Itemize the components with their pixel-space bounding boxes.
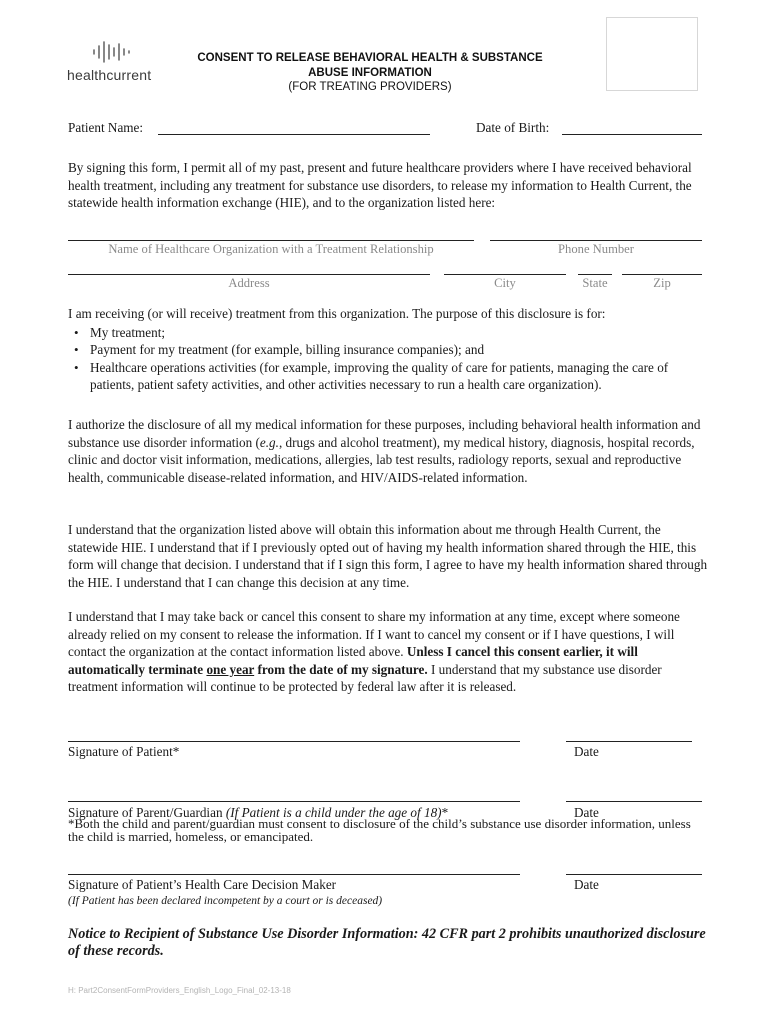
- state-field[interactable]: [578, 274, 612, 275]
- decision-maker-note: (If Patient has been declared incompetent by a court or is deceased): [68, 895, 383, 907]
- zip-field[interactable]: [622, 274, 702, 275]
- understand-paragraph: I understand that the organization listed above will obtain this information about me through Health Current, the statewide HIE. I understand that if I previously opted out of having my health information shared through the HIE, this form will change that decision. I understand that if I sign this form, I agree to have my health information shared through the HIE. I understand that I can change this decision at any time.: [68, 522, 708, 590]
- cancel-paragraph: I understand that I may take back or cancel this consent to share my information at any time, except where someone already relied on my consent to release the information. If I want to cancel my consent or if I have questions, I will contact the organization at the contact information listed above. Unless I cancel this consent earlier, it will automatically terminate one year from the date of my signature. I understand that my substance use disorder treatment information will continue to be protected by federal law after it is released.: [68, 609, 680, 695]
- city-field[interactable]: [444, 274, 566, 275]
- decision-maker-signature-field[interactable]: [68, 874, 520, 875]
- purpose-section: [68, 305, 708, 394]
- state-label: State: [582, 276, 608, 290]
- authorize-paragraph: I authorize the disclosure of all my medical information for these purposes, including behavioral health information and substance use disorder information (e.g., drugs and alcohol treatment), my medical history, diagnosis, hospital records, clinic and doctor visit information, medications, allergies, lab test results, radiology reports, sexual and reproductive health, communicable disease-related information, and HIV/AIDS-related information.: [68, 417, 701, 485]
- stamp-box: [606, 17, 698, 91]
- purpose-item: • Healthcare operations activities (for example, improving the quality of care for patients, managing the care of patients, patient safety activities, and other activities necessary to run a health care organization).: [68, 359, 708, 394]
- address-label: Address: [228, 276, 270, 290]
- dob-field[interactable]: [562, 134, 702, 135]
- purpose-item: • Payment for my treatment (for example, billing insurance companies); and: [68, 341, 708, 359]
- patient-date-field[interactable]: [566, 741, 692, 742]
- guardian-signature-field[interactable]: [68, 801, 520, 802]
- org-name-field[interactable]: [68, 240, 474, 241]
- form-title-line2: ABUSE INFORMATION: [308, 67, 432, 79]
- phone-field[interactable]: [490, 240, 702, 241]
- guardian-footnote: *Both the child and parent/guardian must consent to disclosure of the child’s substance use disorder information, unless the child is married, homeless, or emancipated.: [68, 816, 691, 844]
- purpose-intro: I am receiving (or will receive) treatment from this organization. The purpose of this disclosure is for:: [68, 306, 606, 321]
- city-label: City: [494, 276, 516, 290]
- form-title-line1: CONSENT TO RELEASE BEHAVIORAL HEALTH & SUBSTANCE: [197, 52, 543, 64]
- guardian-date-label: Date: [574, 805, 599, 820]
- purpose-item: • My treatment;: [68, 324, 708, 342]
- guardian-signature-label: Signature of Parent/Guardian (If Patient is a child under the age of 18)*: [68, 805, 449, 820]
- dob-label: Date of Birth:: [476, 120, 550, 135]
- address-field[interactable]: [68, 274, 430, 275]
- zip-label: Zip: [653, 276, 671, 290]
- org-name-label: Name of Healthcare Organization with a Treatment Relationship: [108, 242, 434, 256]
- intro-paragraph: By signing this form, I permit all of my past, present and future healthcare providers where I have received behavioral health treatment, including any treatment for substance use disorders, to release my information to Health Current, the statewide health information exchange (HIE), and to the organization listed here:: [68, 160, 692, 211]
- footer-file-id: H: Part2ConsentFormProviders_English_Logo_Final_02-13-18: [68, 986, 291, 995]
- patient-signature-label: Signature of Patient*: [68, 744, 180, 759]
- decision-maker-date-label: Date: [574, 877, 599, 892]
- decision-maker-label: Signature of Patient’s Health Care Decision Maker: [68, 877, 337, 892]
- phone-label: Phone Number: [558, 242, 634, 256]
- patient-name-label: Patient Name:: [68, 120, 144, 135]
- guardian-date-field[interactable]: [566, 801, 702, 802]
- patient-date-label: Date: [574, 744, 599, 759]
- patient-name-field[interactable]: [158, 134, 430, 135]
- form-subtitle: (FOR TREATING PROVIDERS): [288, 81, 452, 93]
- purpose-list: [68, 324, 708, 394]
- decision-maker-date-field[interactable]: [566, 874, 702, 875]
- notice-text: Notice to Recipient of Substance Use Disorder Information: 42 CFR part 2 prohibits unauthorized disclosure of these records.: [68, 926, 706, 959]
- patient-signature-field[interactable]: [68, 741, 520, 742]
- logo-text: healthcurrent: [67, 67, 152, 83]
- healthcurrent-logo-icon: [92, 40, 132, 66]
